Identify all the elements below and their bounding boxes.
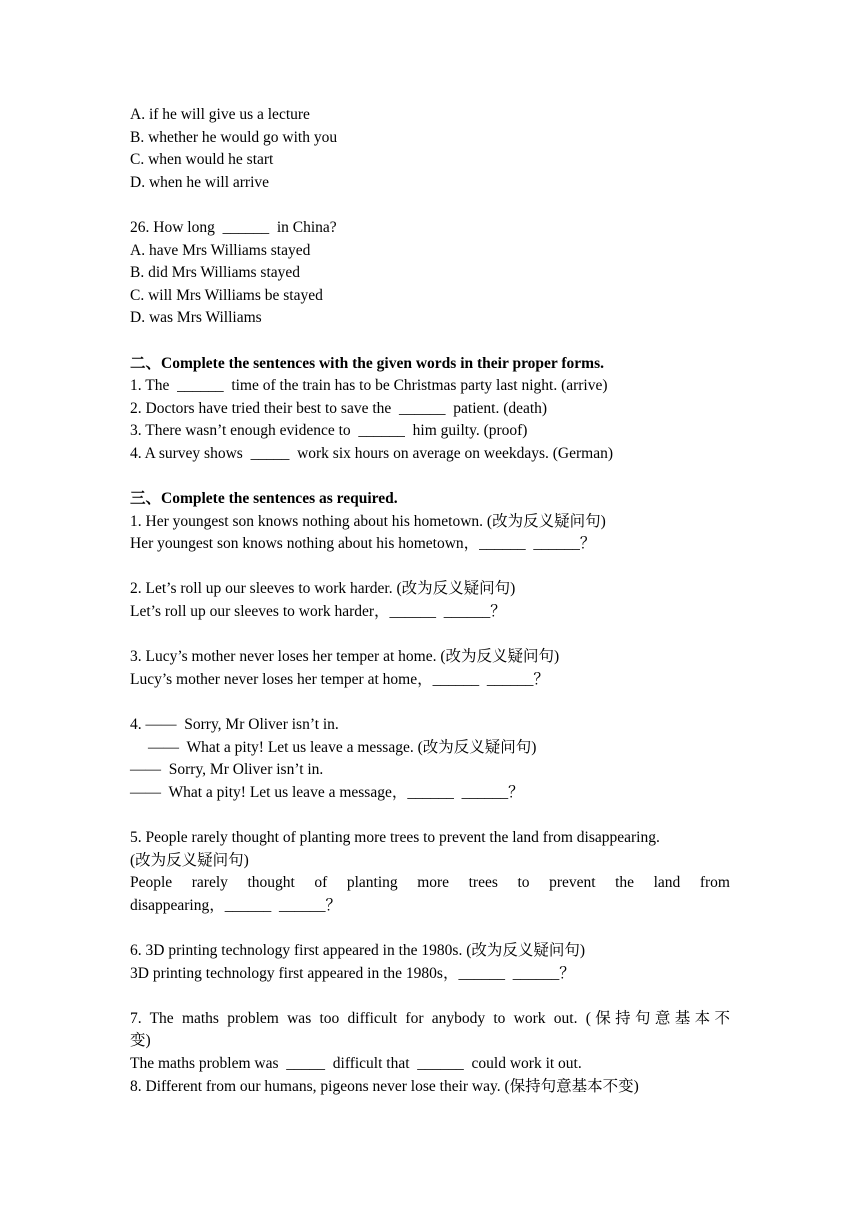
s3-q2-answer: Let’s roll up our sleeves to work harder，______ ______？ xyxy=(130,603,506,621)
s3-q3-prompt: 3. Lucy’s mother never loses her temper at home. (改为反义疑问句) xyxy=(130,648,560,666)
s3-q5-prompt: 5. People rarely thought of planting more trees to prevent the land from disappearing. xyxy=(130,829,660,846)
s3-q5-answer-line1: People rarely thought of planting more trees to prevent the land from xyxy=(130,874,730,892)
s3-q7-instruction: 变) xyxy=(130,1032,151,1050)
q26-option-b: B. did Mrs Williams stayed xyxy=(130,264,301,282)
section2-item-4: 4. A survey shows _____ work six hours on average on weekdays. (German) xyxy=(130,444,613,462)
s3-q1-answer: Her youngest son knows nothing about his hometown，______ ______？ xyxy=(130,535,596,553)
worksheet-page xyxy=(130,104,730,1098)
q25-option-a: A. if he will give us a lecture xyxy=(130,106,310,123)
section2-item-2: 2. Doctors have tried their best to save the ______ patient. (death) xyxy=(130,399,548,417)
s3-q2-prompt: 2. Let’s roll up our sleeves to work harder. (改为反义疑问句) xyxy=(130,580,516,598)
q25-option-b: B. whether he would go with you xyxy=(130,128,338,146)
q26-option-a: A. have Mrs Williams stayed xyxy=(130,241,311,259)
s3-q7-answer: The maths problem was _____ difficult that ______ could work it out. xyxy=(130,1054,582,1072)
s3-q4-answer-1: —— Sorry, Mr Oliver isn’t in. xyxy=(130,761,324,779)
s3-q4-prompt-2: —— What a pity! Let us leave a message. (改为反义疑问句) xyxy=(148,738,537,756)
s3-q4-prompt-1: 4. —— Sorry, Mr Oliver isn’t in. xyxy=(130,716,339,734)
section3-heading: 三、Complete the sentences as required. xyxy=(130,490,398,508)
q26-option-d: D. was Mrs Williams xyxy=(130,309,262,327)
section2-item-3: 3. There wasn’t enough evidence to ______ him guilty. (proof) xyxy=(130,422,528,440)
s3-q6-prompt: 6. 3D printing technology first appeared in the 1980s. (改为反义疑问句) xyxy=(130,941,586,959)
s3-q5-instruction: (改为反义疑问句) xyxy=(130,851,249,869)
q26-stem: 26. How long ______ in China? xyxy=(130,218,337,236)
s3-q3-answer: Lucy’s mother never loses her temper at home，______ ______？ xyxy=(130,670,549,688)
s3-q1-prompt: 1. Her youngest son knows nothing about his hometown. (改为反义疑问句) xyxy=(130,512,606,530)
s3-q6-answer: 3D printing technology first appeared in the 1980s，______ ______？ xyxy=(130,964,575,982)
s3-q5-answer-line2: disappearing，______ ______？ xyxy=(130,896,341,914)
section2-heading: 二、Complete the sentences with the given words in their proper forms. xyxy=(130,354,604,372)
s3-q8-prompt: 8. Different from our humans, pigeons never lose their way. (保持句意基本不变) xyxy=(130,1077,639,1095)
section2-item-1: 1. The ______ time of the train has to be Christmas party last night. (arrive) xyxy=(130,377,608,395)
q26-option-c: C. will Mrs Williams be stayed xyxy=(130,286,323,304)
s3-q4-answer-2: —— What a pity! Let us leave a message，______ ______？ xyxy=(130,783,524,801)
s3-q7-prompt: 7. The maths problem was too difficult for anybody to work out. (保持句意基本不 xyxy=(130,1009,730,1027)
q25-option-c: C. when would he start xyxy=(130,151,274,169)
q25-option-d: D. when he will arrive xyxy=(130,173,270,191)
